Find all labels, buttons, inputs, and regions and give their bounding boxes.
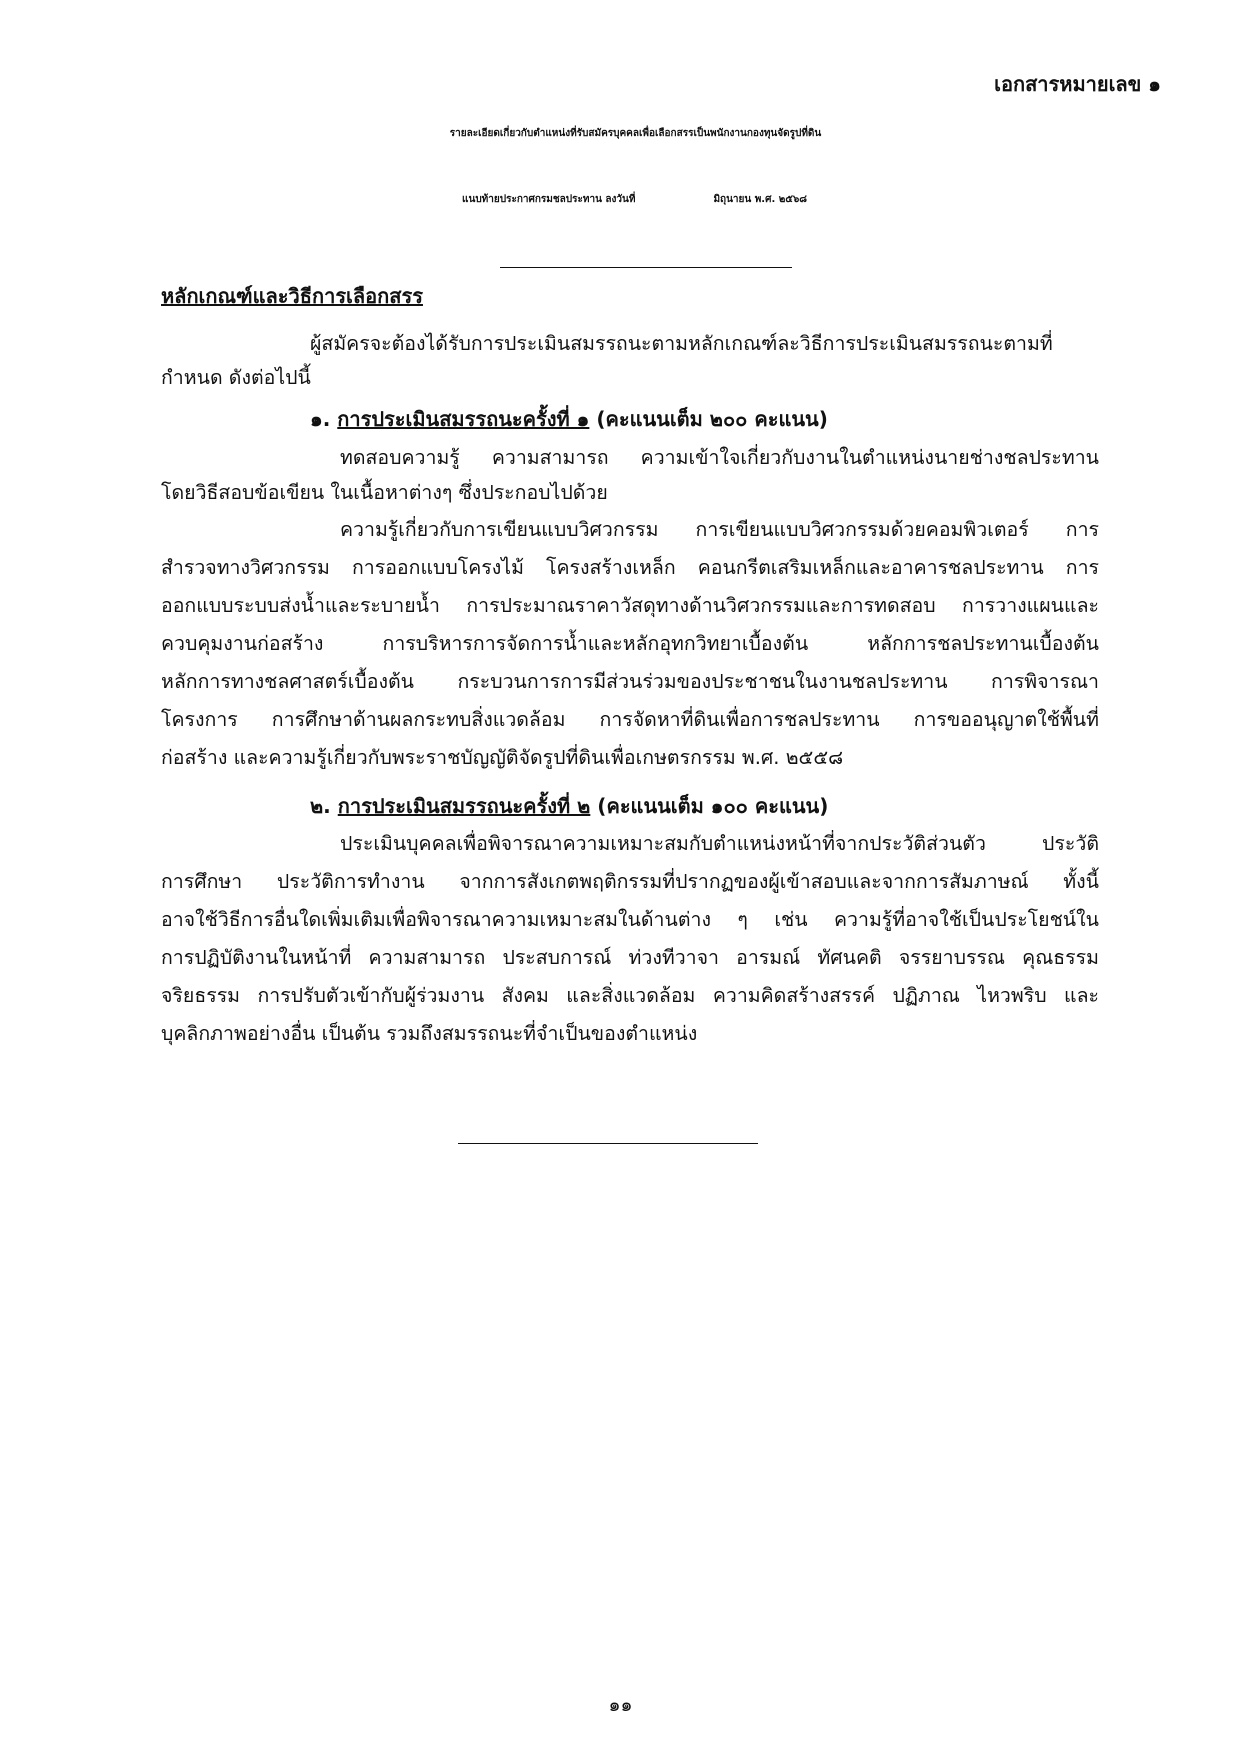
page-number: ๑๑ [608, 1694, 633, 1716]
item1-paragraph-line: ออกแบบระบบส่งน้ำและระบายน้ำ การประมาณราคาวัสดุทางด้านวิศวกรรมและการทดสอบ การวางแผนและ [161, 594, 1099, 617]
item1-paragraph-line: ก่อสร้าง และความรู้เกี่ยวกับพระราชบัญญัติจัดรูปที่ดินเพื่อเกษตรกรรม พ.ศ. ๒๕๕๘ [161, 746, 844, 769]
item2-paragraph-line: จริยธรรม การปรับตัวเข้ากับผู้ร่วมงาน สังคม และสิ่งแวดล้อม ความคิดสร้างสรรค์ ปฏิภาณ ไหวพริบ และ [161, 984, 1099, 1007]
item2-heading [310, 790, 828, 822]
announcement-date-line [28, 192, 1241, 207]
announcement-prefix: แนบท้ายประกาศกรมชลประทาน ลงวันที่ [462, 194, 636, 205]
item2-paragraph-line: อาจใช้วิธีการอื่นใดเพิ่มเติมเพื่อพิจารณาความเหมาะสมในด้านต่าง ๆ เช่น ความรู้ที่อาจใช้เป็นประโยชน์ใน [161, 908, 1099, 931]
item1-paragraph-line: โครงการ การศึกษาด้านผลกระทบสิ่งแวดล้อม การจัดหาที่ดินเพื่อการชลประทาน การขออนุญาตใช้พื้นที่ [161, 708, 1099, 731]
item2-paragraph-line: ประเมินบุคคลเพื่อพิจารณาความเหมาะสมกับตำแหน่งหน้าที่จากประวัติส่วนตัว ประวัติ [340, 832, 1099, 855]
item1-number: ๑. [310, 407, 331, 431]
item1-paragraph-line: หลักการทางชลศาสตร์เบื้องต้น กระบวนการการมีส่วนร่วมของประชาชนในงานชลประทาน การพิจารณา [161, 670, 1099, 693]
title-divider [500, 267, 792, 268]
item1-score: (คะแนนเต็ม ๒๐๐ คะแนน) [596, 407, 828, 431]
document-number: เอกสารหมายเลข ๑ [994, 72, 1161, 96]
intro-line: กำหนด ดังต่อไปนี้ [161, 366, 311, 389]
end-divider [458, 1143, 758, 1144]
item1-heading [310, 403, 828, 435]
item2-score: (คะแนนเต็ม ๑๐๐ คะแนน) [597, 794, 829, 818]
item1-paragraph-line: สำรวจทางวิศวกรรม การออกแบบโครงไม้ โครงสร้างเหล็ก คอนกรีตเสริมเหล็กและอาคารชลประทาน การ [161, 556, 1099, 579]
item2-paragraph-line: บุคลิกภาพอย่างอื่น เป็นต้น รวมถึงสมรรถนะที่จำเป็นของตำแหน่ง [161, 1022, 698, 1045]
document-title: รายละเอียดเกี่ยวกับตำแหน่งที่รับสมัครบุคคลเพื่อเลือกสรรเป็นพนักงานกองทุนจัดรูปที่ดิน [449, 128, 822, 139]
item1-title: การประเมินสมรรถนะครั้งที่ ๑ [337, 407, 590, 431]
intro-line: ผู้สมัครจะต้องได้รับการประเมินสมรรถนะตามหลักเกณฑ์ละวิธีการประเมินสมรรถนะตามที่ [310, 332, 1053, 355]
item1-paragraph-line: ความรู้เกี่ยวกับการเขียนแบบวิศวกรรม การเขียนแบบวิศวกรรมด้วยคอมพิวเตอร์ การ [340, 518, 1099, 541]
item2-number: ๒. [310, 794, 331, 818]
section-heading: หลักเกณฑ์และวิธีการเลือกสรร [161, 284, 423, 308]
item1-paragraph-line: ทดสอบความรู้ ความสามารถ ความเข้าใจเกี่ยวกับงานในตำแหน่งนายช่างชลประทาน [340, 446, 1099, 469]
item2-paragraph-line: การศึกษา ประวัติการทำงาน จากการสังเกตพฤติกรรมที่ปรากฏของผู้เข้าสอบและจากการสัมภาษณ์ ทั้งนี้ [161, 870, 1099, 893]
item2-paragraph-line: การปฏิบัติงานในหน้าที่ ความสามารถ ประสบการณ์ ท่วงทีวาจา อารมณ์ ทัศนคติ จรรยาบรรณ คุณธรรม [161, 946, 1099, 969]
item1-paragraph-line: ควบคุมงานก่อสร้าง การบริหารการจัดการน้ำและหลักอุทกวิทยาเบื้องต้น หลักการชลประทานเบื้องต้น [161, 632, 1099, 655]
item2-title: การประเมินสมรรถนะครั้งที่ ๒ [337, 794, 591, 818]
announcement-month-year: มิถุนายน พ.ศ. ๒๕๖๘ [713, 194, 807, 205]
item1-paragraph-line: โดยวิธีสอบข้อเขียน ในเนื้อหาต่างๆ ซึ่งประกอบไปด้วย [161, 481, 608, 504]
